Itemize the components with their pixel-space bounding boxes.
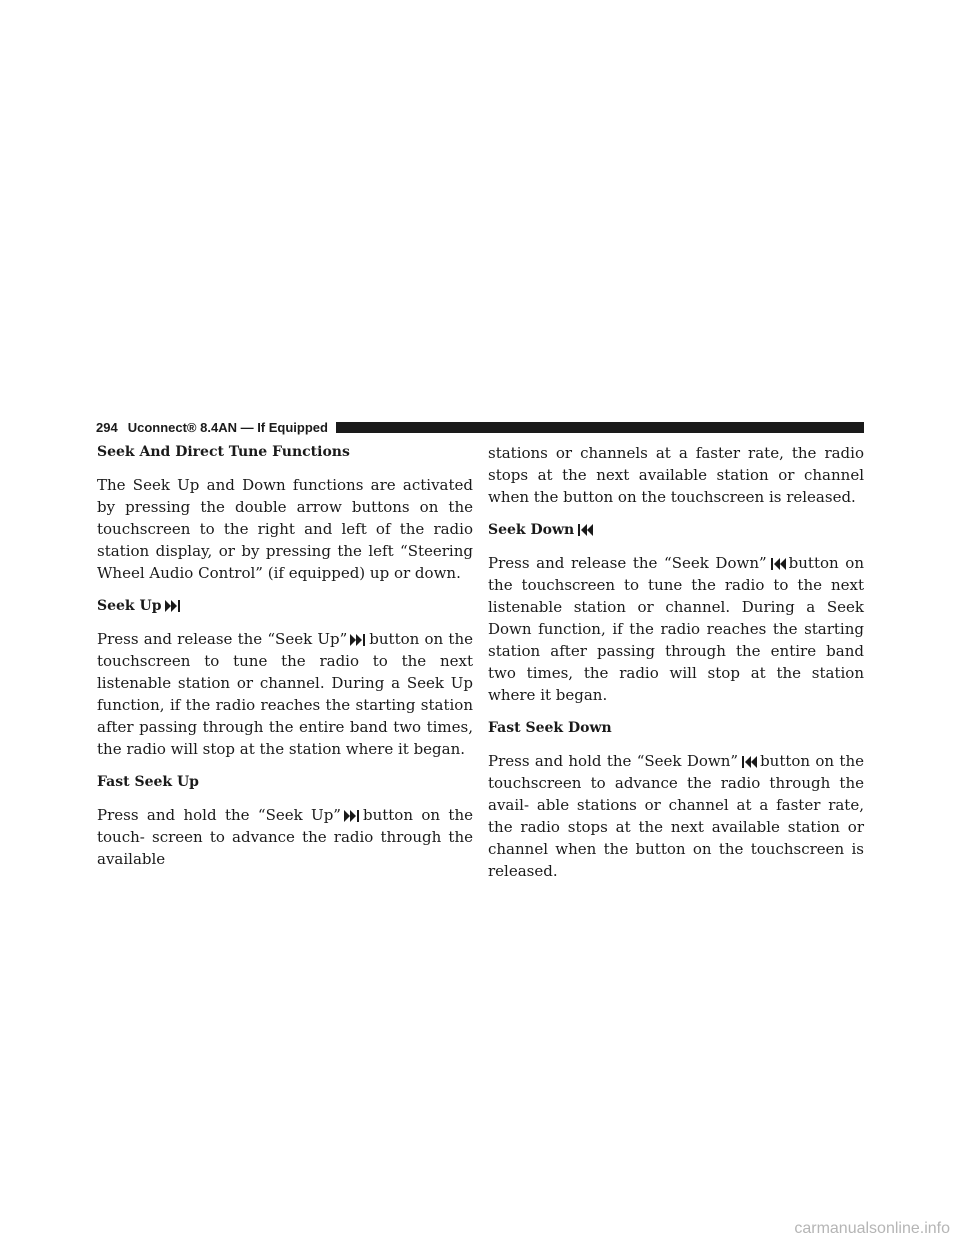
page-number: 294 <box>96 419 118 435</box>
heading-seek-up-text: Seek Up <box>97 598 162 614</box>
seek-up-text-b: button on the touchscreen to tune the radio to the next listenable station or channel. During a Seek Up function, if the radio reaches the starting station after passing through the entire band two times, the radio will stop at the station where it began. <box>97 630 473 758</box>
paragraph-seek-intro: The Seek Up and Down functions are activated by pressing the double arrow buttons on the touchscreen to the right and left of the radio station display, or by pressing the left “Steering Wheel Audio Control” (if equipped) up or down. <box>97 476 473 582</box>
heading-seek-up <box>97 596 473 616</box>
seek-down-icon <box>577 524 593 536</box>
heading-fast-seek-down: Fast Seek Down <box>488 720 612 736</box>
seek-down-icon <box>770 558 786 570</box>
section-title: Uconnect® 8.4AN — If Equipped <box>127 419 328 435</box>
page-header <box>96 417 864 437</box>
heading-seek-down-text: Seek Down <box>488 522 575 538</box>
left-column <box>97 442 473 882</box>
header-rule <box>336 422 864 433</box>
watermark: carmanualsonline.info <box>794 1220 950 1237</box>
seek-down-text-b: button on the touchscreen to tune the radio to the next listenable station or channel. During a Seek Down function, if the radio reaches the starting station after passing through the entire band two times, the radio will stop at the station where it began. <box>488 554 864 704</box>
fast-seek-down-text-a: Press and hold the “Seek Down” <box>488 752 739 770</box>
fast-seek-down-text-b: button on the touchscreen to advance the radio through the avail- able stations or channel at a faster rate, the radio stops at the next available station or channel when the button on the touchscreen is released. <box>488 752 864 880</box>
heading-seek-direct-tune: Seek And Direct Tune Functions <box>97 444 350 460</box>
heading-seek-down <box>488 520 864 540</box>
seek-up-icon <box>350 634 366 646</box>
paragraph-seek-up <box>97 628 473 760</box>
heading-fast-seek-up: Fast Seek Up <box>97 774 199 790</box>
seek-down-text-a: Press and release the “Seek Down” <box>488 554 767 572</box>
seek-down-icon <box>741 756 757 768</box>
paragraph-fast-seek-up <box>97 804 473 870</box>
paragraph-fast-seek-down <box>488 750 864 882</box>
seek-up-icon <box>165 600 181 612</box>
paragraph-seek-down <box>488 552 864 706</box>
right-column <box>488 442 864 894</box>
paragraph-continued: stations or channels at a faster rate, the radio stops at the next available station or channel when the button on the touchscreen is released. <box>488 444 864 506</box>
seek-up-icon <box>344 810 360 822</box>
seek-up-text-a: Press and release the “Seek Up” <box>97 630 348 648</box>
fast-seek-up-text-b: button on the touch- screen to advance the radio through the available <box>97 806 474 868</box>
fast-seek-up-text-a: Press and hold the “Seek Up” <box>97 806 341 824</box>
